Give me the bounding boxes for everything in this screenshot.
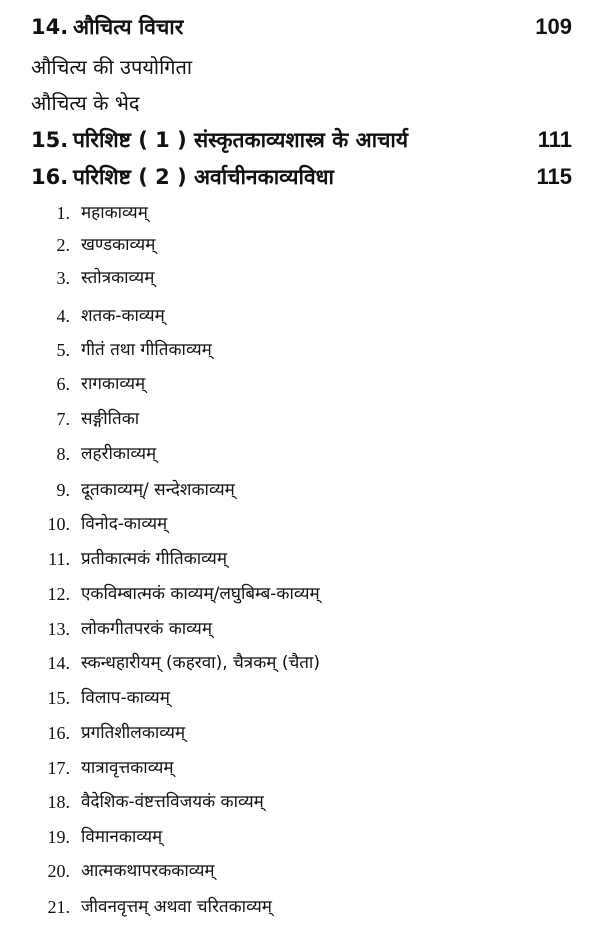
item-label: दूतकाव्यम्/ सन्देशकाव्यम् xyxy=(81,480,235,500)
item-number: 11. xyxy=(48,549,70,569)
item-number: 14. xyxy=(47,653,70,673)
item-number: 12. xyxy=(47,584,70,604)
subtopic-label: औचित्य के भेद xyxy=(31,91,140,115)
toc-item xyxy=(0,754,600,782)
item-number: 10. xyxy=(47,514,70,534)
item-label: सङ्गीतिका xyxy=(81,409,140,429)
item-label: आत्मकथापरककाव्यम् xyxy=(81,861,215,881)
toc-item xyxy=(0,199,600,227)
item-number: 2. xyxy=(56,235,70,255)
chapter-title: औचित्य विचार xyxy=(73,15,184,39)
item-number: 3. xyxy=(56,268,70,288)
toc-item xyxy=(0,615,600,643)
chapter-page-number: 115 xyxy=(536,164,572,189)
chapter-title: परिशिष्ट ( 2 ) अर्वाचीनकाव्यविधा xyxy=(73,165,334,189)
item-number: 1. xyxy=(56,203,70,223)
item-number: 5. xyxy=(56,340,70,360)
item-number: 19. xyxy=(47,827,70,847)
item-number: 9. xyxy=(56,480,70,500)
item-label: विनोद-काव्यम् xyxy=(81,514,168,534)
toc-item xyxy=(0,405,600,433)
item-label: लोकगीतपरकं काव्यम् xyxy=(81,619,213,639)
item-number: 18. xyxy=(47,792,70,812)
toc-item xyxy=(0,857,600,885)
toc-item xyxy=(0,580,600,608)
item-label: जीवनवृत्तम् अथवा चरितकाव्यम् xyxy=(81,897,272,917)
toc-item xyxy=(0,264,600,292)
toc-item xyxy=(0,545,600,573)
item-number: 15. xyxy=(47,688,70,708)
item-label: स्कन्धहारीयम् (कहरवा), चैत्रकम् (चैता) xyxy=(81,653,320,673)
item-label: यात्रावृत्तकाव्यम् xyxy=(81,758,174,778)
item-number: 6. xyxy=(56,374,70,394)
item-label: वैदेशिक-वंष्टत्तविजयकं काव्यम् xyxy=(81,792,264,812)
chapter-number: 15. xyxy=(31,128,69,152)
item-label: विलाप-काव्यम् xyxy=(81,688,170,708)
item-label: गीतं तथा गीतिकाव्यम् xyxy=(81,340,212,360)
chapter-number: 16. xyxy=(31,165,69,189)
toc-item xyxy=(0,440,600,468)
item-label: स्तोत्रकाव्यम् xyxy=(81,268,155,288)
chapter-number: 14. xyxy=(31,15,69,39)
toc-item xyxy=(0,823,600,851)
toc-item xyxy=(0,649,600,677)
toc-item xyxy=(0,231,600,259)
toc-chapter-14 xyxy=(0,12,600,42)
toc-item xyxy=(0,684,600,712)
item-number: 16. xyxy=(47,723,70,743)
item-label: खण्डकाव्यम् xyxy=(81,235,156,255)
item-label: प्रतीकात्मकं गीतिकाव्यम् xyxy=(81,549,227,569)
toc-subtopic xyxy=(0,52,600,82)
item-label: एकविम्बात्मकं काव्यम्/लघुबिम्ब-काव्यम् xyxy=(81,584,320,604)
toc-subtopic xyxy=(0,88,600,118)
item-label: महाकाव्यम् xyxy=(81,203,148,223)
toc-chapter-16 xyxy=(0,162,600,192)
toc-item xyxy=(0,719,600,747)
chapter-title: परिशिष्ट ( 1 ) संस्कृतकाव्यशास्त्र के आचार्य xyxy=(73,128,409,152)
toc-item xyxy=(0,370,600,398)
item-number: 8. xyxy=(56,444,70,464)
item-number: 21. xyxy=(47,897,70,917)
toc-item xyxy=(0,510,600,538)
item-label: रागकाव्यम् xyxy=(81,374,146,394)
toc-item xyxy=(0,788,600,816)
toc-item xyxy=(0,893,600,921)
item-number: 7. xyxy=(56,409,70,429)
toc-item xyxy=(0,336,600,364)
item-label: लहरीकाव्यम् xyxy=(81,444,157,464)
item-number: 17. xyxy=(47,758,70,778)
item-number: 20. xyxy=(47,861,70,881)
toc-item xyxy=(0,302,600,330)
subtopic-label: औचित्य की उपयोगिता xyxy=(31,55,193,79)
item-number: 4. xyxy=(56,306,70,326)
item-label: विमानकाव्यम् xyxy=(81,827,163,847)
chapter-page-number: 111 xyxy=(537,127,572,152)
item-label: प्रगतिशीलकाव्यम् xyxy=(81,723,186,743)
chapter-page-number: 109 xyxy=(535,14,572,39)
item-label: शतक-काव्यम् xyxy=(81,306,165,326)
toc-item xyxy=(0,476,600,504)
toc-chapter-15 xyxy=(0,125,600,155)
item-number: 13. xyxy=(47,619,70,639)
